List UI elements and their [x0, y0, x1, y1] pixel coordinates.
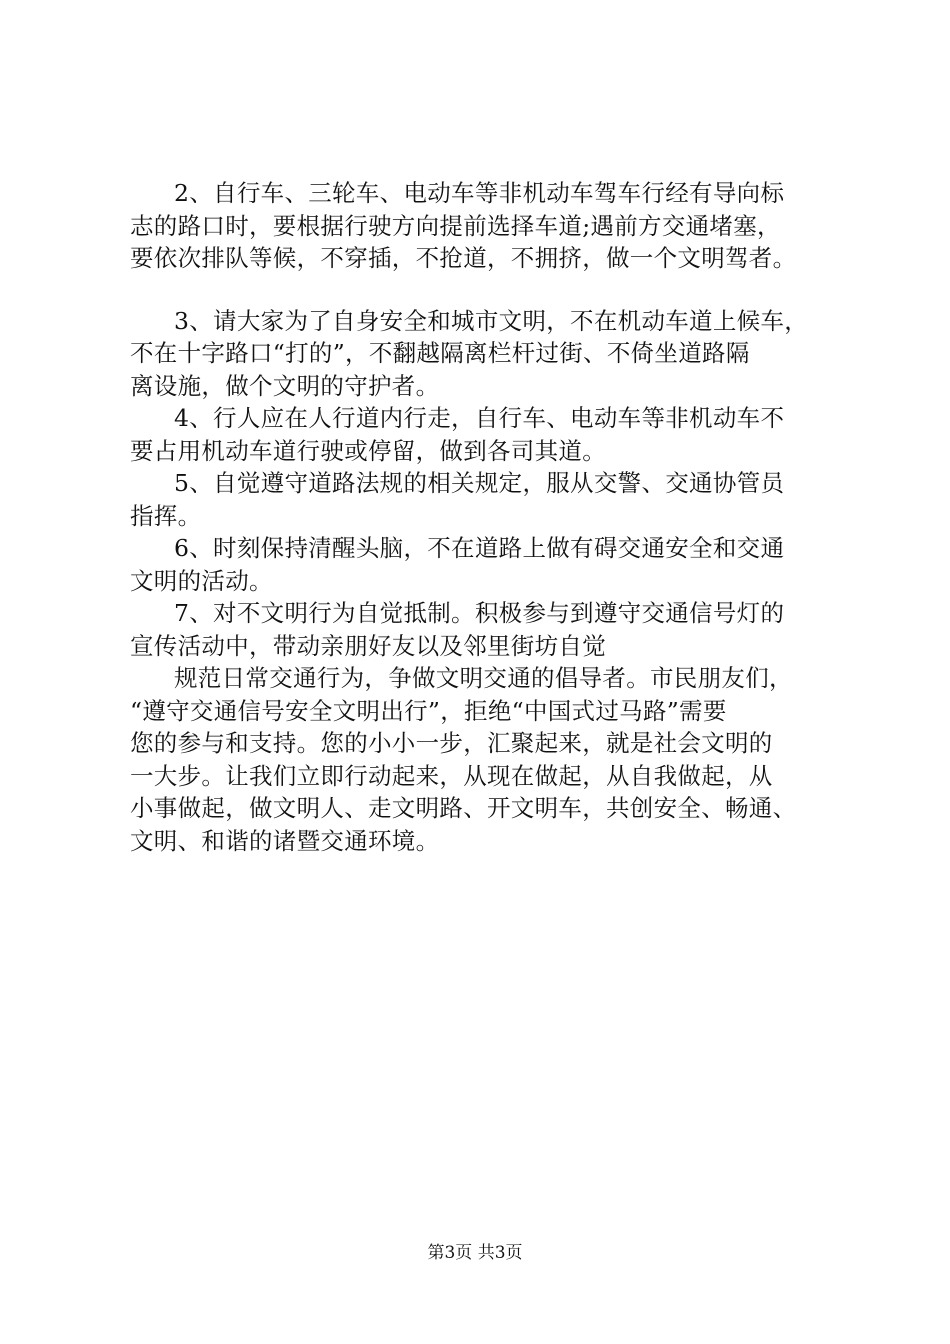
- paragraph-closing: [130, 662, 836, 857]
- paragraph-line: 7、对不文明行为自觉抵制。积极参与到遵守交通信号灯的: [174, 599, 785, 627]
- paragraph-line: 离设施，做个文明的守护者。: [130, 371, 440, 400]
- paragraph-line: 小事做起，做文明人、走文明路、开文明车，共创安全、畅通、: [130, 794, 797, 822]
- paragraph-line: 规范日常交通行为，争做文明交通的倡导者。市民朋友们，: [174, 664, 793, 692]
- page-number-label: 第3页 共3页: [427, 1243, 523, 1263]
- paragraph-line: 6、时刻保持清醒头脑，不在道路上做有碍交通安全和交通: [174, 534, 785, 562]
- paragraph-line: 志的路口时，要根据行驶方向提前选择车道;遇前方交通堵塞，: [130, 211, 781, 240]
- paragraph-line: 2、自行车、三轮车、电动车等非机动车驾车行经有导向标: [174, 179, 785, 207]
- paragraph-line: 您的参与和支持。您的小小一步，汇聚起来，就是社会文明的: [130, 729, 773, 757]
- paragraph-2: [130, 177, 836, 275]
- paragraph-line: “遵守交通信号安全文明出行”，拒绝“中国式过马路”需要: [130, 696, 727, 725]
- paragraph-line: 5、自觉遵守道路法规的相关规定，服从交警、交通协管员: [174, 469, 785, 497]
- paragraph-line: 宣传活动中，带动亲朋好友以及邻里街坊自觉: [130, 631, 606, 660]
- document-body: [130, 177, 836, 857]
- page-footer: [0, 1242, 950, 1264]
- paragraph-line: 3、请大家为了自身安全和城市文明，不在机动车道上候车，: [174, 306, 809, 335]
- paragraph-line: 一大步。让我们立即行动起来，从现在做起，从自我做起，从: [130, 761, 773, 790]
- paragraph-line: 要占用机动车道行驶或停留，做到各司其道。: [130, 436, 606, 465]
- paragraph-7: [130, 597, 836, 662]
- paragraph-line: 4、行人应在人行道内行走，自行车、电动车等非机动车不: [174, 404, 785, 432]
- paragraph-line: 指挥。: [130, 501, 202, 530]
- paragraph-5: [130, 467, 836, 532]
- paragraph-line: 要依次排队等候，不穿插，不抢道，不拥挤，做一个文明驾者。: [130, 244, 797, 272]
- paragraph-line: 不在十字路口“打的”，不翻越隔离栏杆过街、不倚坐道路隔: [130, 339, 750, 367]
- paragraph-3: [130, 305, 836, 403]
- paragraph-6: [130, 532, 836, 597]
- paragraph-line: 文明的活动。: [130, 566, 273, 595]
- paragraph-line: 文明、和谐的诸暨交通环境。: [130, 826, 440, 855]
- paragraph-4: [130, 402, 836, 467]
